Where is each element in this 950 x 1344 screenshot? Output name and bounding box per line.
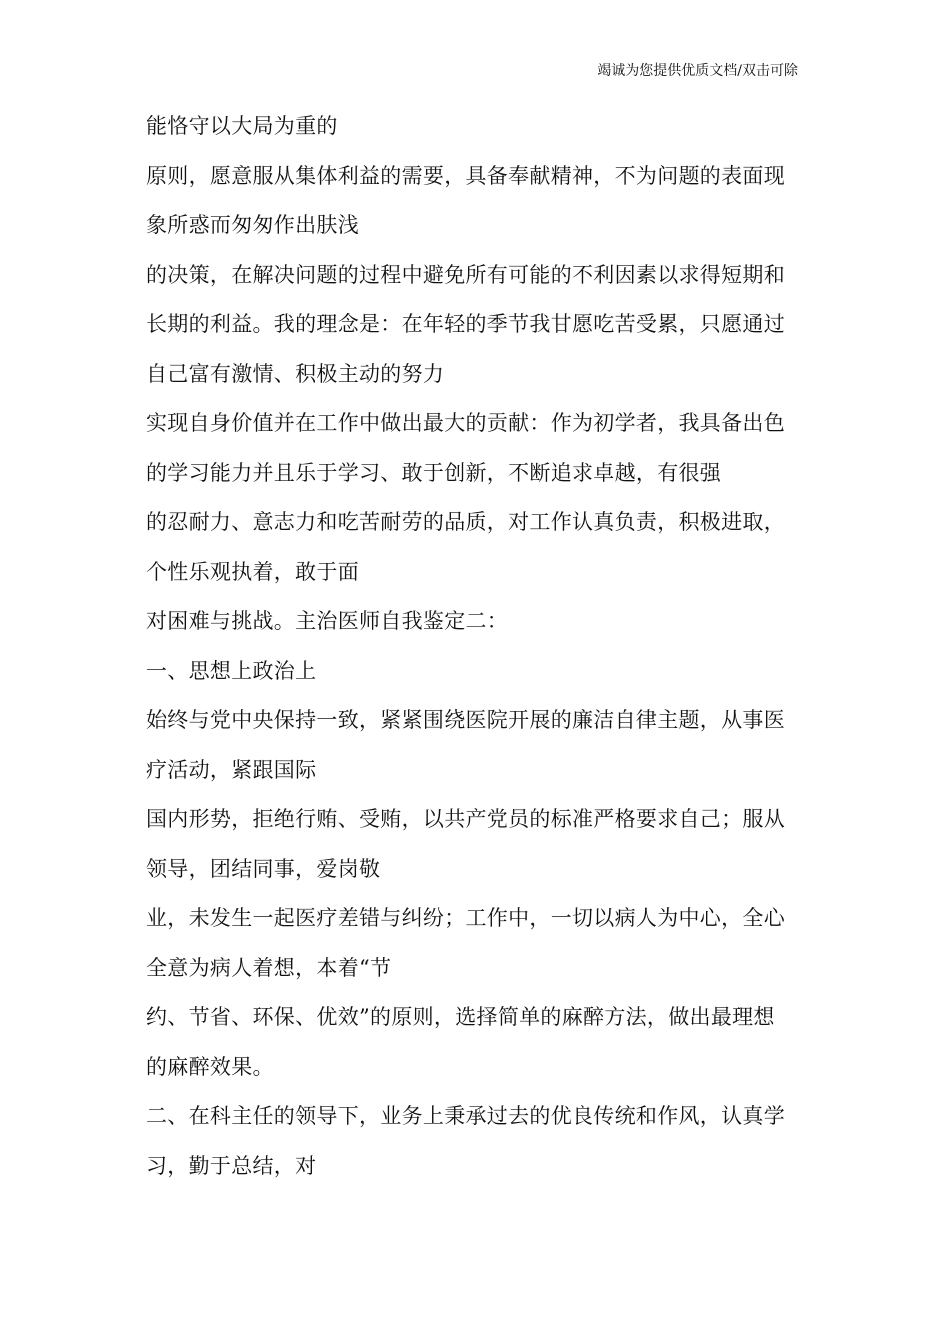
text-line: 业，未发生一起医疗差错与纠纷；工作中，一切以病人为中心，全心 <box>146 906 785 930</box>
text-line: 国内形势，拒绝行贿、受贿，以共产党员的标准严格要求自己；服从 <box>146 807 785 831</box>
document-body <box>146 102 836 1191</box>
text-line: 自己富有激情、积极主动的努力 <box>146 361 445 386</box>
text-line: 长期的利益。我的理念是：在年轻的季节我甘愿吃苦受累，只愿通过 <box>146 312 785 336</box>
text-line: 全意为病人着想，本着“节 <box>146 955 392 980</box>
text-line: 领导，团结同事，爱岗敬 <box>146 856 381 881</box>
text-line: 的学习能力并且乐于学习、敢于创新，不断追求卓越，有很强 <box>146 460 722 485</box>
text-line: 习，勤于总结，对 <box>146 1153 317 1178</box>
section-heading: 一、思想上政治上 <box>146 658 317 683</box>
text-line: 个性乐观执着，敢于面 <box>146 559 359 584</box>
text-line: 始终与党中央保持一致，紧紧围绕医院开展的廉洁自律主题，从事医 <box>146 708 785 732</box>
text-line: 象所惑而匆匆作出肤浅 <box>146 213 359 237</box>
text-line: 疗活动，紧跟国际 <box>146 757 317 782</box>
text-line: 能恪守以大局为重的 <box>146 114 338 138</box>
text-line: 约、节省、环保、优效”的原则，选择简单的麻醉方法，做出最理想 <box>146 1005 775 1029</box>
text-line: 的麻醉效果。 <box>146 1054 274 1079</box>
header-note: 竭诚为您提供优质文档/双击可除 <box>597 63 798 79</box>
text-line: 的决策，在解决问题的过程中避免所有可能的不利因素以求得短期和 <box>146 262 785 287</box>
text-line: 实现自身价值并在工作中做出最大的贡献：作为初学者，我具备出色 <box>146 411 785 435</box>
text-line: 对困难与挑战。主治医师自我鉴定二： <box>146 609 509 633</box>
text-line: 的忍耐力、意志力和吃苦耐劳的品质，对工作认真负责，积极进取， <box>146 510 785 534</box>
text-line: 原则，愿意服从集体利益的需要，具备奉献精神，不为问题的表面现 <box>146 163 785 188</box>
text-line: 二、在科主任的领导下，业务上秉承过去的优良传统和作风，认真学 <box>146 1104 785 1128</box>
